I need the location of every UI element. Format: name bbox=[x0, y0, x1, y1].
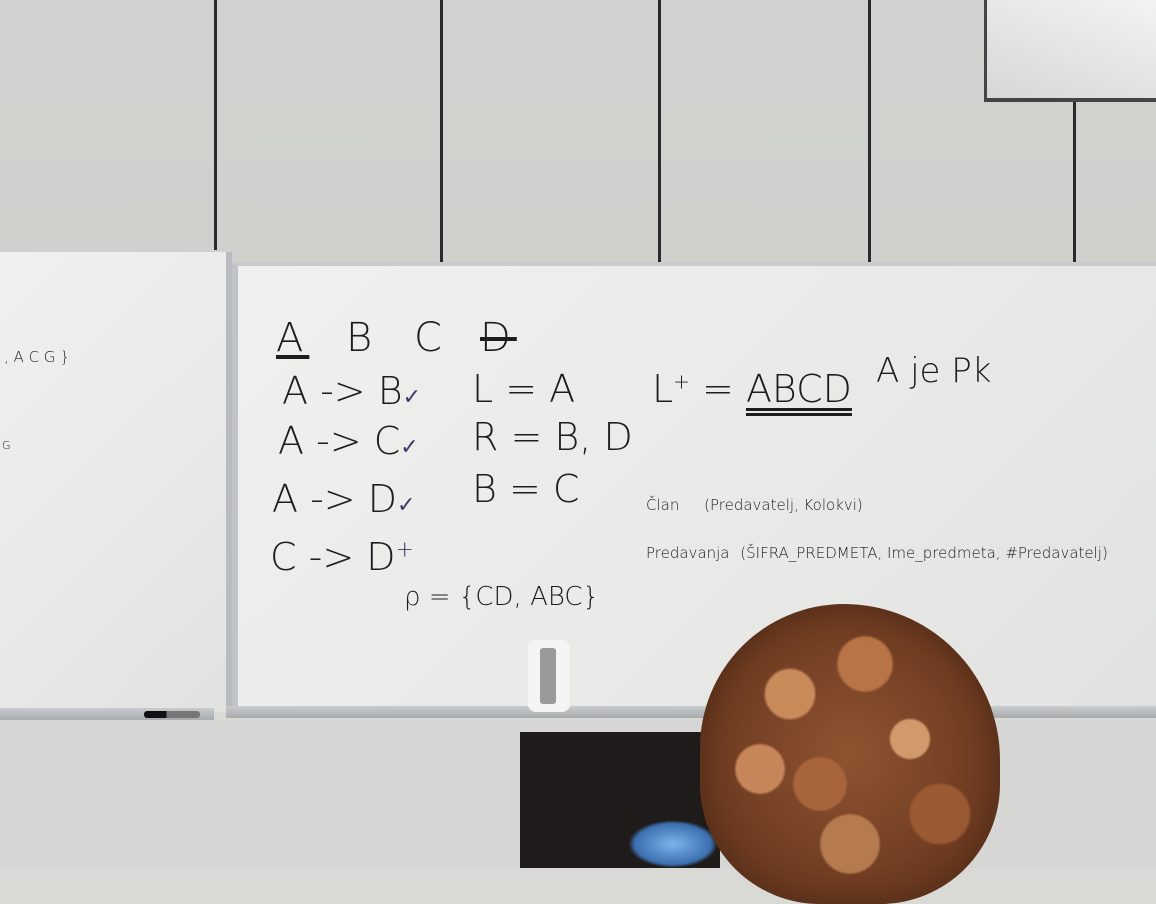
dependency-text: A -> C bbox=[278, 419, 401, 463]
closure-value: ABCD bbox=[745, 367, 852, 411]
panel-seam bbox=[658, 0, 661, 270]
dependency-line bbox=[282, 369, 422, 413]
dependency-text: A -> D bbox=[272, 477, 397, 521]
marker bbox=[144, 711, 200, 718]
rho-decomposition: ρ = {CD, ABC} bbox=[404, 582, 600, 612]
key-note: A je Pk bbox=[876, 351, 992, 391]
relation-line bbox=[646, 498, 863, 513]
relation-attrs: (ŠIFRA_PREDMETA, Ime_predmeta, #Predavatelj) bbox=[740, 544, 1108, 562]
set-definition: R = B, D bbox=[472, 415, 633, 459]
header-letter: D bbox=[480, 315, 517, 361]
dependency-line bbox=[272, 477, 416, 521]
monitor-glow bbox=[628, 820, 718, 868]
check-mark: ✓ bbox=[396, 493, 416, 518]
whiteboard-eraser bbox=[528, 640, 570, 712]
header-letter: A bbox=[276, 315, 310, 361]
header-letter: C bbox=[414, 315, 448, 361]
closure-expression bbox=[652, 367, 852, 411]
relation-line bbox=[646, 546, 1108, 561]
set-definition: B = C bbox=[472, 467, 580, 511]
marker-tray bbox=[226, 706, 1156, 718]
closure-eq: = bbox=[689, 367, 746, 411]
dependency-text: C -> D bbox=[270, 535, 396, 579]
left-board-fragment: G bbox=[2, 439, 11, 452]
dependency-line bbox=[278, 419, 419, 463]
check-mark: ✓ bbox=[402, 385, 422, 410]
main-whiteboard bbox=[232, 262, 1156, 714]
panel-seam bbox=[440, 0, 443, 262]
dependency-text: A -> B bbox=[282, 369, 403, 413]
closure-left: L bbox=[652, 367, 674, 411]
relation-name: Predavanja bbox=[646, 544, 730, 562]
ceiling-bulkhead bbox=[984, 0, 1156, 102]
check-mark: + bbox=[395, 537, 414, 563]
relation-name: Član bbox=[646, 496, 680, 514]
relation-attrs: (Predavatelj, Kolokvi) bbox=[704, 496, 863, 514]
closure-sup: + bbox=[673, 369, 690, 394]
left-board-fragment: , A C G } bbox=[4, 348, 70, 366]
check-mark: ✓ bbox=[400, 435, 419, 460]
header-letter: B bbox=[346, 315, 379, 361]
left-whiteboard bbox=[0, 252, 232, 712]
dependency-line bbox=[270, 535, 414, 579]
panel-seam bbox=[868, 0, 871, 280]
panel-seam bbox=[214, 0, 217, 250]
set-definition: L = A bbox=[472, 367, 576, 411]
